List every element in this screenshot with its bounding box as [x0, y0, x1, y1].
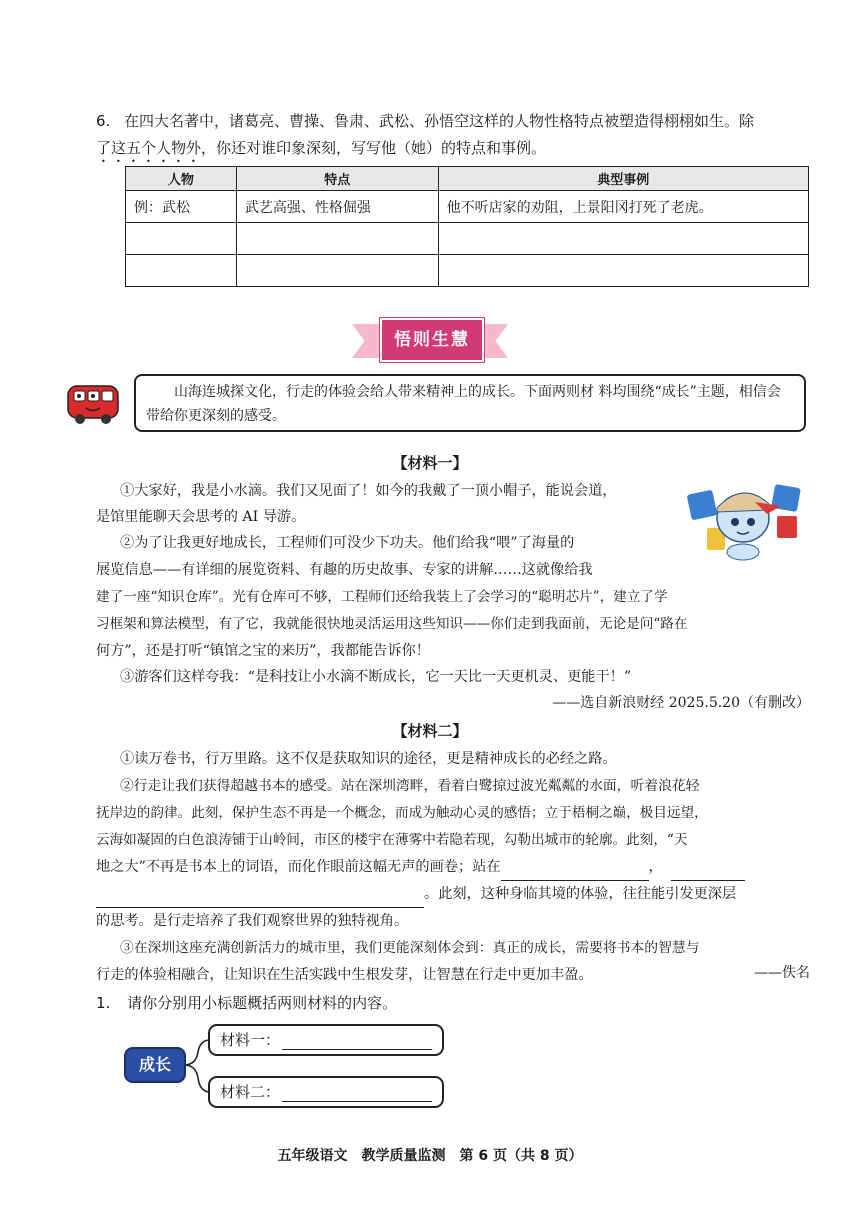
answer-box-label: 材料二： [220, 1083, 281, 1101]
question-1 [96, 992, 397, 1013]
answer-cell[interactable] [236, 255, 438, 287]
header-trait: 特点 [236, 167, 438, 191]
table-row [126, 223, 809, 255]
table-header-row [126, 167, 809, 191]
question-line-1: 在四大名著中，诸葛亮、曹操、鲁肃、武松、孙悟空这样的人物性格特点被塑造得栩栩如生。除 [124, 112, 755, 130]
m1-p2-line5: 何方”，还是打听“镇馆之宝的来历”，我都能告诉你！ [96, 643, 430, 659]
m2-p2-line6: 的思考。是行走培养了我们观察世界的独特视角。 [96, 913, 409, 929]
intro-text: 山海连城探文化，行走的体验会给人带来精神上的成长。下面两则材 料均围绕“成长”主题，相信会带给你更深刻的感受。 [146, 384, 781, 424]
question-text: 请你分别用小标题概括两则材料的内容。 [127, 994, 398, 1012]
material-1-title: 【材料一】 [392, 454, 468, 472]
m1-p2-line3: 建了一座“知识仓库”。光有仓库可不够，工程师们还给我装上了会学习的“聪明芯片”，建立了学 [96, 589, 668, 605]
bus-icon [64, 382, 124, 426]
example-event: 他不听店家的劝阻，上景阳冈打死了老虎。 [438, 191, 808, 223]
m2-source: ——佚名 [754, 965, 810, 981]
comma-separator: ， [648, 859, 663, 875]
m2-p2-line4 [96, 854, 745, 881]
example-character: 例：武松 [126, 191, 237, 223]
answer-box-material-1[interactable] [208, 1024, 444, 1056]
question-number: 6. [96, 112, 111, 130]
m1-p1-line2: 是馆里能聊天会思考的 AI 导游。 [96, 509, 306, 525]
robot-guide-icon [685, 472, 805, 562]
answer-cell[interactable] [438, 255, 808, 287]
character-table [125, 166, 809, 287]
answer-cell[interactable] [126, 223, 237, 255]
m2-p2-line3: 云海如凝固的白色浪涛铺于山岭间，市区的楼宇在薄雾中若隐若现，勾勒出城市的轮廓。此刻，“天 [96, 832, 688, 848]
intro-box [134, 374, 806, 432]
table-row [126, 255, 809, 287]
answer-cell[interactable] [438, 223, 808, 255]
emphasized-text: 了这五个人物外 [96, 139, 202, 157]
m1-p2-line4: 习框架和算法模型，有了它，我就能很快地灵活运用这些知识——你们走到我面前，无论是问“路在 [96, 616, 688, 632]
section-banner [352, 318, 508, 362]
header-character: 人物 [126, 167, 237, 191]
answer-cell[interactable] [236, 223, 438, 255]
m2-p2-line1: ②行走让我们获得超越书本的感受。站在深圳湾畔，看着白鹭掠过波光粼粼的水面，听着浪花轻 [120, 778, 700, 794]
m2-p3-line2: 行走的体验相融合，让知识在生活实践中生根发芽，让智慧在行走中更加丰盈。 [96, 967, 593, 983]
answer-line[interactable] [282, 1083, 432, 1102]
m2-p2-line4-text: 地之大”不再是书本上的词语，而化作眼前这幅无声的画卷；站在 [96, 859, 501, 875]
material-2-title: 【材料二】 [392, 722, 468, 740]
m2-p1: ①读万卷书，行万里路。这不仅是获取知识的途径，更是精神成长的必经之路。 [120, 751, 617, 767]
m1-p1-line1: ①大家好，我是小水滴。我们又见面了！如今的我戴了一顶小帽子，能说会道， [120, 483, 617, 499]
question-line-2 [96, 135, 816, 166]
mindmap-center: 成长 [126, 1049, 184, 1081]
blank-line-3[interactable] [96, 889, 424, 908]
blank-line-2[interactable] [671, 862, 745, 881]
m2-p2-line5-text: 。此刻，这种身临其境的体验，往往能引发更深层 [424, 886, 737, 902]
m2-p3-line1: ③在深圳这座充满创新活力的城市里，我们更能深刻体会到：真正的成长，需要将书本的智慧与 [120, 940, 700, 956]
question-text [96, 108, 816, 166]
header-example: 典型事例 [438, 167, 808, 191]
question-number: 1. [96, 994, 111, 1012]
answer-cell[interactable] [126, 255, 237, 287]
m1-source: ——选自新浪财经 2025.5.20（有删改） [552, 695, 810, 711]
example-trait: 武艺高强、性格倔强 [236, 191, 438, 223]
answer-box-material-2[interactable] [208, 1076, 444, 1108]
m2-p2-line2: 抚岸边的韵律。此刻，保护生态不再是一个概念，而成为触动心灵的感悟；立于梧桐之巅，极目远望， [96, 805, 708, 821]
question-line-2-rest: ，你还对谁印象深刻，写写他（她）的特点和事例。 [201, 139, 547, 157]
blank-line-1[interactable] [501, 862, 649, 881]
table-row [126, 191, 809, 223]
page-footer: 五年级语文 教学质量监测 第 6 页（共 8 页） [277, 1148, 583, 1164]
answer-box-label: 材料一： [220, 1031, 281, 1049]
m1-p2-line2: 展览信息——有详细的展览资料、有趣的历史故事、专家的讲解……这就像给我 [96, 562, 593, 578]
answer-line[interactable] [282, 1031, 432, 1050]
banner-label: 悟则生慧 [380, 318, 484, 362]
m2-p2-line5 [96, 881, 736, 908]
m1-p3: ③游客们这样夸我：“是科技让小水滴不断成长，它一天比一天更机灵、更能干！” [120, 669, 632, 685]
m1-p2-line1: ②为了让我更好地成长，工程师们可没少下功夫。他们给我“喂”了海量的 [120, 535, 575, 551]
